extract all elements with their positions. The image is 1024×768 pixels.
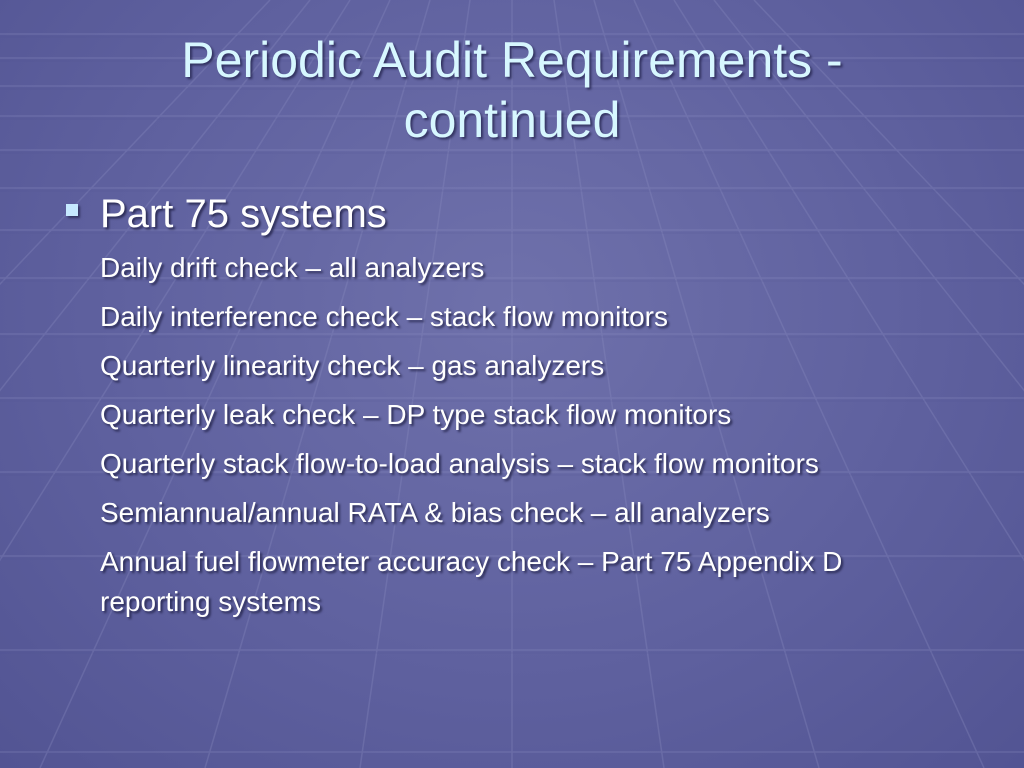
slide-content <box>66 192 966 631</box>
sub-item-fuel-flowmeter-accuracy-check: Annual fuel flowmeter accuracy check – Part 75 Appendix D reporting systems <box>100 546 843 617</box>
sub-item-quarterly-leak-check: Quarterly leak check – DP type stack flow monitors <box>100 399 732 430</box>
sub-item-daily-drift-check: Daily drift check – all analyzers <box>100 252 485 283</box>
square-bullet-icon <box>66 204 78 216</box>
slide-title-line-2: continued <box>403 92 621 148</box>
slide-title <box>40 30 984 150</box>
sub-item-quarterly-linearity-check: Quarterly linearity check – gas analyzers <box>100 350 605 381</box>
sub-item-quarterly-flow-to-load-analysis: Quarterly stack flow-to-load analysis – stack flow monitors <box>100 448 819 479</box>
sub-item-rata-bias-check: Semiannual/annual RATA & bias check – all analyzers <box>100 497 770 528</box>
sub-item-daily-interference-check: Daily interference check – stack flow monitors <box>100 301 668 332</box>
slide-title-line-1: Periodic Audit Requirements - <box>181 32 843 88</box>
main-bullet-text: Part 75 systems <box>100 192 387 236</box>
main-bullet <box>66 192 966 236</box>
sub-item-list <box>100 248 966 622</box>
